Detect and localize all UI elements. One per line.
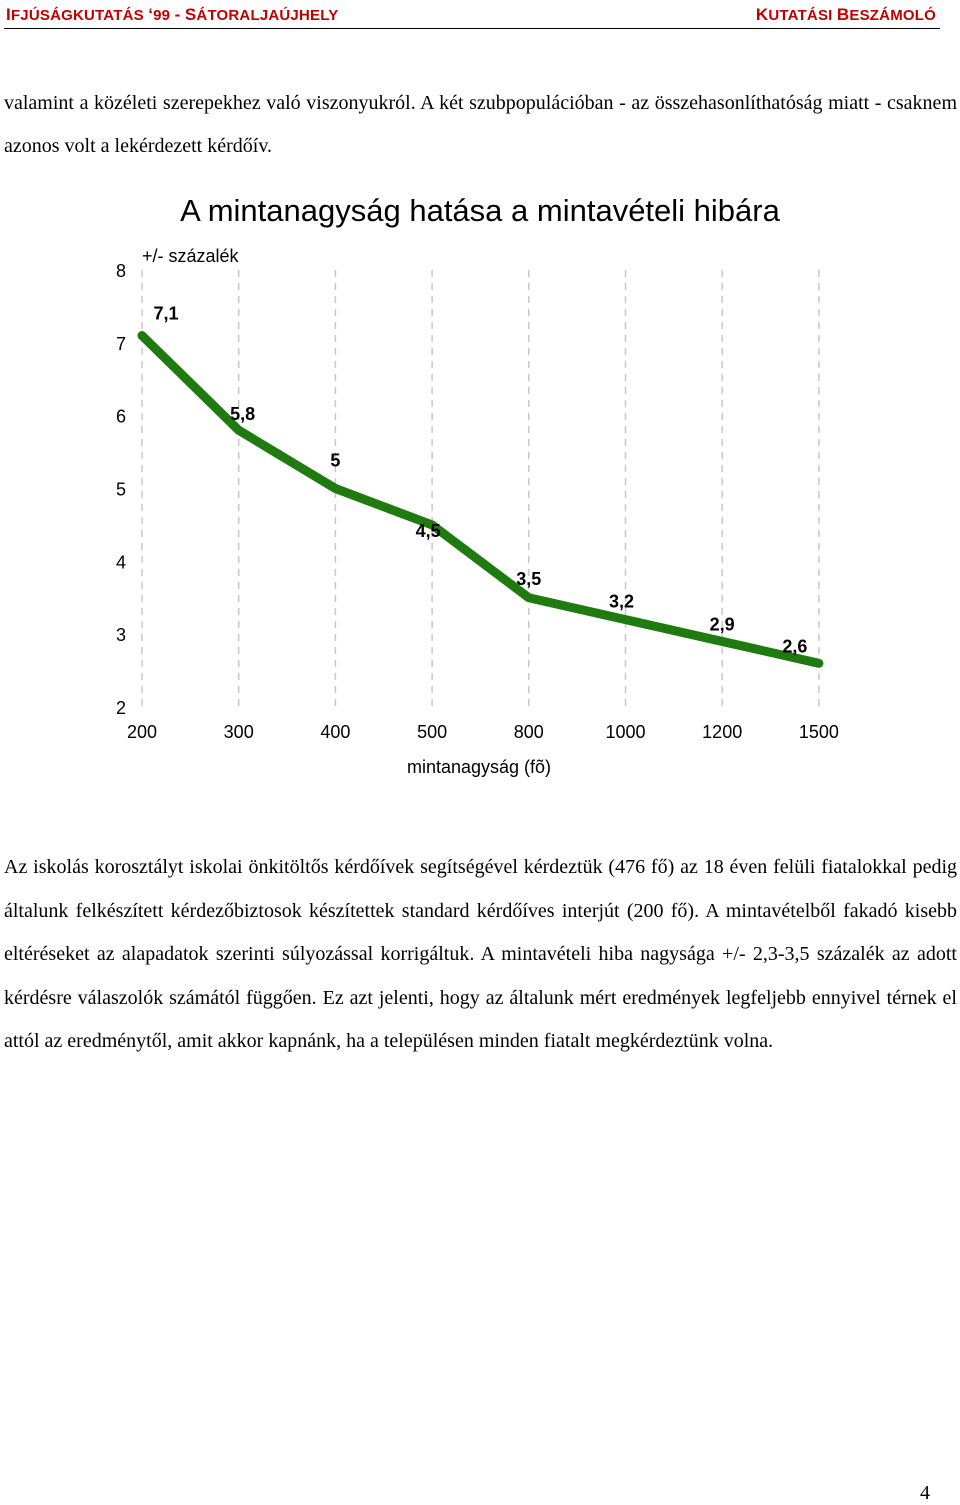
chart-x-axis-label: mintanagyság (fõ) <box>406 757 552 777</box>
y-tick-label: 2 <box>115 698 126 718</box>
data-label: 3,2 <box>608 591 635 612</box>
x-tick-label: 800 <box>513 722 544 742</box>
page-header <box>4 2 940 29</box>
x-tick-label: 1500 <box>798 722 839 742</box>
page-number: 4 <box>920 1482 930 1504</box>
header-right-title: KUTATÁSI BESZÁMOLÓ <box>755 5 936 24</box>
chart-y-ticks <box>116 261 126 718</box>
x-tick-label: 200 <box>126 722 158 742</box>
data-label: 3,5 <box>516 568 542 589</box>
data-label: 2,9 <box>709 614 735 635</box>
data-label: 5 <box>330 450 341 471</box>
chart-title: A mintanagyság hatása a mintavételi hibára <box>180 193 780 228</box>
x-tick-label: 300 <box>223 722 254 742</box>
y-tick-label: 3 <box>115 625 126 646</box>
chart-x-ticks <box>127 722 839 742</box>
header-left-title: IFJÚSÁGKUTATÁS ‘99 - SÁTORALJAÚJHELY <box>6 5 339 24</box>
y-tick-label: 5 <box>115 479 126 500</box>
y-tick-label: 8 <box>115 261 126 281</box>
data-label: 2,6 <box>782 636 808 657</box>
data-label: 5,8 <box>230 404 256 425</box>
sample-size-chart <box>0 180 960 820</box>
y-tick-label: 6 <box>115 406 126 427</box>
intro-paragraph: valamint a közéleti szerepekhez való viszonyukról. A két szubpopulációban - az összehasonlíthatóság miatt - csaknem azonos volt a lekérdezett kérdőív. <box>4 92 957 157</box>
data-label: 4,5 <box>415 520 441 541</box>
y-tick-label: 4 <box>115 552 126 573</box>
chart-data-labels <box>153 304 807 657</box>
chart-y-axis-label: +/- százalék <box>142 246 239 266</box>
data-label: 7,1 <box>153 303 179 324</box>
x-tick-label: 400 <box>320 722 351 742</box>
x-tick-label: 1200 <box>702 722 743 742</box>
y-tick-label: 7 <box>115 333 126 354</box>
method-paragraph: Az iskolás korosztályt iskolai önkitöltős kérdőívek segítségével kérdeztük (476 fő) az 18 éven felüli fiatalokkal pedig általunk felkészített kérdezőbiztosok készítettek standard kérdőíves interjút (200 fő). A mintavételből fakadó kisebb eltéréseket az alapadatok szerinti súlyozással korrigáltuk. A mintavételi hiba nagysága +/- 2,3-3,5 százalék az adott kérdésre válaszolók számától függően. Ez azt jelenti, hogy az általunk mért eredmények legfeljebb ennyivel térnek el attól az eredménytől, amit akkor kapnánk, ha a településen minden fiatalt megkérdeztünk volna. <box>4 856 957 1052</box>
x-tick-label: 1000 <box>605 722 646 742</box>
x-tick-label: 500 <box>417 722 448 742</box>
